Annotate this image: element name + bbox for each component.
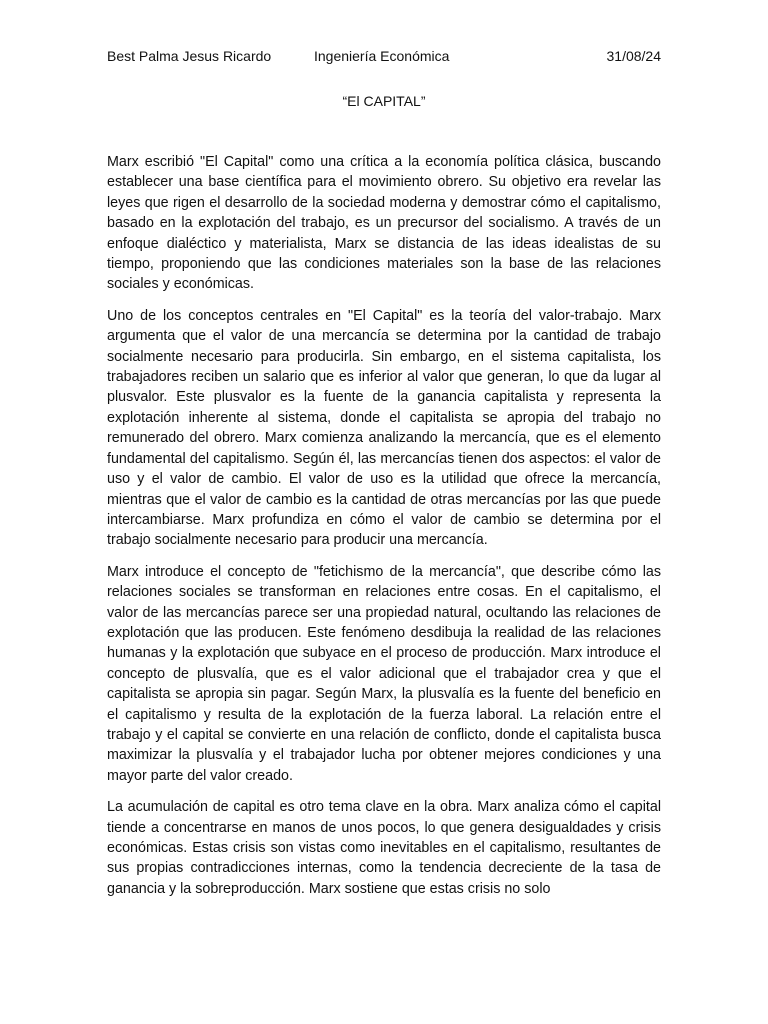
document-header [107, 46, 661, 66]
paragraph: Marx escribió "El Capital" como una crítica a la economía política clásica, buscando establecer una base científica para el movimiento obrero. Su objetivo era revelar las leyes que rigen el desarrollo de la sociedad moderna y demostrar cómo el capitalismo, basado en la explotación del trabajo, es un precursor del socialismo. A través de un enfoque dialéctico y materialista, Marx se distancia de las ideas idealistas de su tiempo, proponiendo que las condiciones materiales son la base de las relaciones sociales y económicas. [107, 154, 661, 293]
paragraph: Uno de los conceptos centrales en "El Capital" es la teoría del valor-trabajo. Marx argumenta que el valor de una mercancía se determina por la cantidad de trabajo socialmente necesario para producirla. Sin embargo, en el sistema capitalista, los trabajadores reciben un salario que es inferior al valor que generan, lo que da lugar al plusvalor. Este plusvalor es la fuente de la ganancia capitalista y representa la explotación inherente al sistema, donde el capitalista se apropia del trabajo no remunerado del obrero. Marx comienza analizando la mercancía, que es el elemento fundamental del capitalismo. Según él, las mercancías tienen dos aspectos: el valor de uso y el valor de cambio. El valor de uso es la utilidad que ofrece la mercancía, mientras que el valor de cambio es la cantidad de otras mercancías por las que puede intercambiarse. Marx profundiza en cómo el valor de cambio se determina por el trabajo socialmente necesario para producir una mercancía. [107, 307, 661, 549]
paragraph: La acumulación de capital es otro tema clave en la obra. Marx analiza cómo el capital tiende a concentrarse en manos de unos pocos, lo que genera desigualdades y crisis económicas. Estas crisis son vistas como inevitables en el capitalismo, resultantes de sus propias contradicciones internas, como la tendencia decreciente de la tasa de ganancia y la sobreproducción. Marx sostiene que estas crisis no solo [107, 799, 661, 897]
document-title: “El CAPITAL” [342, 93, 426, 109]
author-name: Best Palma Jesus Ricardo [107, 48, 272, 64]
document-date: 31/08/24 [606, 48, 661, 64]
course-name: Ingeniería Económica [314, 48, 450, 64]
document-body [107, 152, 661, 910]
paragraph: Marx introduce el concepto de "fetichismo de la mercancía", que describe cómo las relaciones sociales se transforman en relaciones entre cosas. En el capitalismo, el valor de las mercancías parece ser una propiedad natural, ocultando las relaciones de explotación que las producen. Este fenómeno desdibuja la realidad de las relaciones humanas y la explotación que subyace en el proceso de producción. Marx introduce el concepto de plusvalía, que es el valor adicional que el trabajador crea y que el capitalista se apropia sin pagar. Según Marx, la plusvalía es la fuente del beneficio en el capitalismo y resulta de la explotación de la fuerza laboral. La relación entre el trabajo y el capital se convierte en una relación de conflicto, donde el capitalista busca maximizar la plusvalía y el trabajador lucha por obtener mejores condiciones y una mayor parte del valor creado. [107, 563, 661, 784]
